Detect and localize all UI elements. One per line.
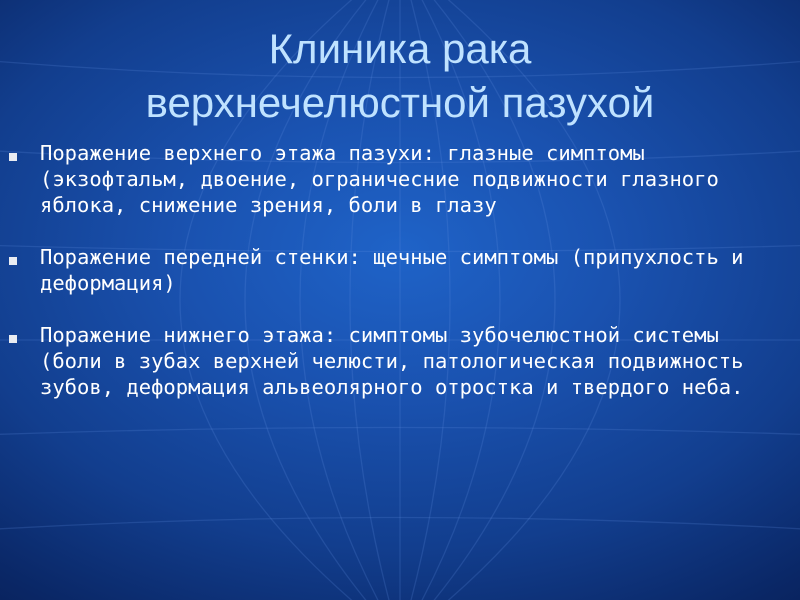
bullet-list xyxy=(8,140,790,400)
title-line-2: верхнечелюстной пазухой xyxy=(145,79,655,126)
slide-title xyxy=(0,22,800,130)
square-bullet-icon xyxy=(9,335,17,343)
bullet-item-upper-floor xyxy=(8,140,790,218)
title-line-1: Клиника рака xyxy=(268,25,532,72)
bullet-item-anterior-wall xyxy=(8,244,790,296)
bullet-item-lower-floor xyxy=(8,322,790,400)
bullet-text: Поражение передней стенки: щечные симптомы (припухлость и деформация) xyxy=(40,245,744,295)
bullet-text: Поражение нижнего этажа: симптомы зубочелюстной системы (боли в зубах верхней челюсти, патологическая подвижность зубов, деформация альвеолярного отростка и твердого неба. xyxy=(40,323,744,399)
bullet-text: Поражение верхнего этажа пазухи: глазные симптомы (экзофтальм, двоение, ограничесние подвижности глазного яблока, снижение зрения, боли в глазу xyxy=(40,141,719,217)
square-bullet-icon xyxy=(9,257,17,265)
square-bullet-icon xyxy=(9,153,17,161)
